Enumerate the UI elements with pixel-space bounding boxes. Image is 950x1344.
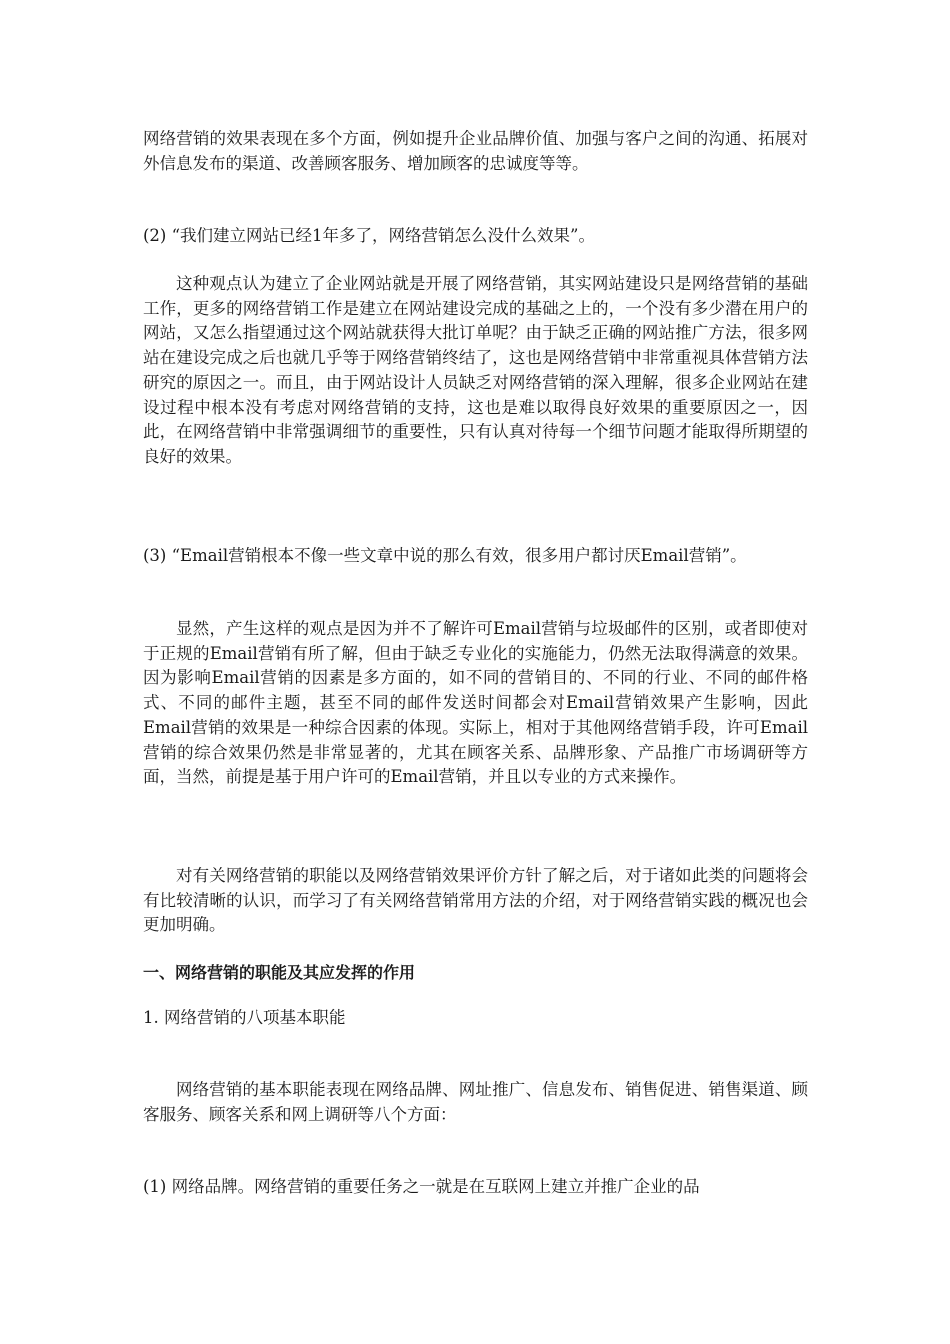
paragraph-email-answer: 显然，产生这样的观点是因为并不了解许可Email营销与垃圾邮件的区别，或者即使对于正规的Email营销有所了解，但由于缺乏专业化的实施能力，仍然无法取得满意的效果。因为影响Email营销的因素是多方面的，如不同的营销目的、不同的行业、不同的邮件格式、不同的邮件主题，甚至不同的邮件发送时间都会对Email营销效果产生影响，因此Email营销的效果是一种综合因素的体现。实际上，相对于其他网络营销手段，许可Email营销的综合效果仍然是非常显著的，尤其在顾客关系、品牌形象、产品推广市场调研等方面，当然，前提是基于用户许可的Email营销，并且以专业的方式来操作。	[143, 619, 808, 787]
section-heading: 一、网络营销的职能及其应发挥的作用	[143, 963, 416, 982]
paragraph-website-answer: 这种观点认为建立了企业网站就是开展了网络营销，其实网站建设只是网络营销的基础工作，更多的网络营销工作是建立在网站建设完成的基础之上的，一个没有多少潜在用户的网站，又怎么指望通过这个网站就获得大批订单呢？由于缺乏正确的网站推广方法，很多网站在建设完成之后也就几乎等于网络营销终结了，这也是网络营销中非常重视具体营销方法研究的原因之一。而且，由于网站设计人员缺乏对网络营销的深入理解，很多企业网站在建设过程中根本没有考虑对网络营销的支持，这也是难以取得良好效果的重要原因之一，因此，在网络营销中非常强调细节的重要性，只有认真对待每一个细节问题才能取得所期望的良好的效果。	[143, 274, 808, 466]
paragraph-effects: 网络营销的效果表现在多个方面，例如提升企业品牌价值、加强与客户之间的沟通、拓展对外信息发布的渠道、改善顾客服务、增加顾客的忠诚度等等。	[143, 129, 808, 173]
paragraph-summary: 对有关网络营销的职能以及网络营销效果评价方针了解之后，对于诸如此类的问题将会有比较清晰的认识，而学习了有关网络营销常用方法的介绍，对于网络营销实践的概况也会更加明确。	[143, 866, 808, 935]
question-2: (2) “我们建立网站已经1年多了，网络营销怎么没什么效果”。	[143, 226, 595, 245]
subsection-heading: 1. 网络营销的八项基本职能	[143, 1008, 346, 1027]
question-3: (3) “Email营销根本不像一些文章中说的那么有效，很多用户都讨厌Email营销”。	[143, 546, 747, 565]
paragraph-brand: (1) 网络品牌。网络营销的重要任务之一就是在互联网上建立并推广企业的品	[143, 1177, 700, 1196]
paragraph-functions: 网络营销的基本职能表现在网络品牌、网址推广、信息发布、销售促进、销售渠道、顾客服务、顾客关系和网上调研等八个方面：	[143, 1080, 808, 1124]
